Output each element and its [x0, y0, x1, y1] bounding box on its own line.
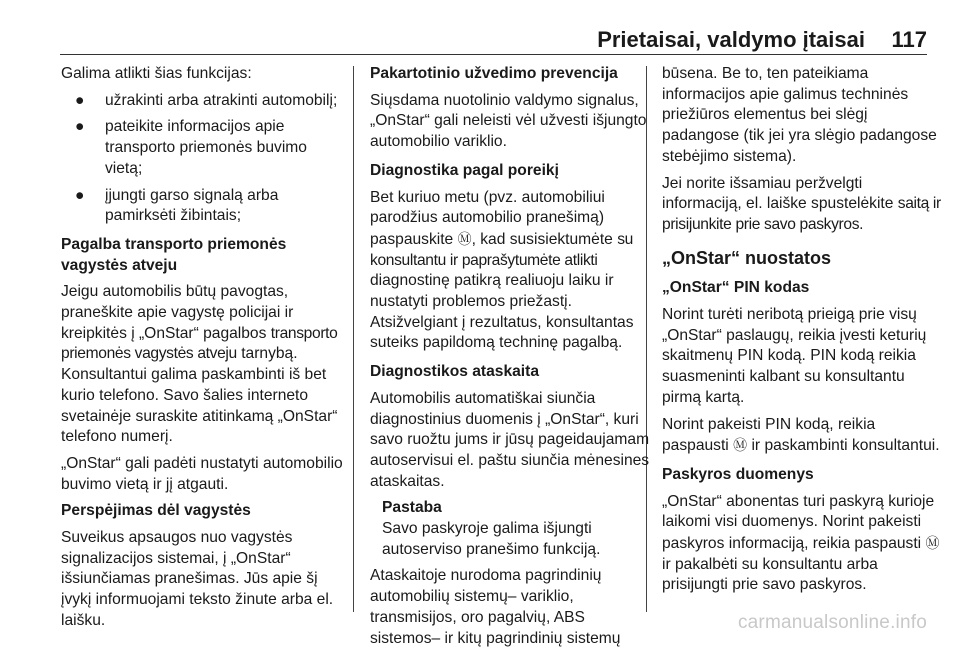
onstar-button-icon: Ⓜ	[457, 230, 472, 247]
column-divider-1	[353, 66, 354, 612]
account-text: „OnStar“ abonentas turi paskyrą kurioje laikomi visi duomenys. Norint pakeisti paskyros informaciją, reikia paspausti Ⓜ ir pakalbėti su konsultantu arba prisijungti prie savo paskyros.	[662, 492, 940, 594]
bullet-icon: ●	[75, 91, 85, 109]
functions-list	[61, 91, 343, 227]
onstar-button-icon: Ⓜ	[925, 535, 940, 552]
onstar-settings-heading: „OnStar“ nuostatos	[662, 247, 832, 268]
theft-assistance-text: Jeigu automobilis būtų pavogtas, praneškite apie vagystę policijai ir kreipkitės į „OnStar“ pagalbos transporto priemonės vagystės atveju tarnybą. Konsultantui galima paskambinti iš bet kurio telefono. Savo šalies interneto svetainėje suraskite atitinkamą „OnStar“ telefono numerį.	[61, 283, 338, 446]
report-heading: Diagnostikos ataskaita	[370, 363, 539, 381]
note-title: Pastaba	[382, 499, 442, 517]
pin-change-text: Norint pakeisti PIN kodą, reikia paspausti Ⓜ ir paskambinti konsultantui.	[662, 415, 940, 455]
report-text: Automobilis automatiškai siunčia diagnostinius duomenis į „OnStar“, kuri savo ruožtu jums ir jūsų pageidaujamam autoservisui el. paštu siunčia mėnesines ataskaitas.	[370, 389, 650, 490]
page-header	[60, 0, 927, 55]
restart-prevention-text: Siųsdama nuotolinio valdymo signalus, „OnStar“ gali neleisti vėl užvesti išjungto automobilio variklio.	[370, 91, 647, 151]
report-contents-continued: būsena. Be to, ten pateikiama informacijos apie galimus techninės priežiūros elementus bei slėgį padangose (tik jei yra slėgio padangose stebėjimo sistema).	[662, 65, 937, 165]
page-number: 117	[891, 27, 927, 52]
list-item: ● įjungti garso signalą arba pamirksėti žibintais;	[75, 186, 279, 225]
column-2	[370, 64, 652, 655]
bullet-icon: ●	[75, 118, 85, 136]
theft-alarm-text: Suveikus apsaugos nuo vagystės signalizacijos sistemai, į „OnStar“ išsiunčiamas pranešimas. Jūs apie šį įvykį informuojami teksto žinute arba el. laišku.	[61, 529, 334, 629]
page-title: Prietaisai, valdymo įtaisai	[597, 27, 865, 52]
report-link-text: Jei norite išsamiau peržvelgti informaciją, el. laiške spustelėkite saitą ir prisijunkite prie savo paskyros.	[662, 174, 941, 233]
account-heading: Paskyros duomenys	[662, 465, 814, 483]
column-1	[61, 64, 343, 638]
report-contents-text: Ataskaitoje nurodoma pagrindinių automobilių sistemų– variklio, transmisijos, oro pagalvių, ABS sistemos– ir kitų pagrindinių sistemų	[370, 567, 621, 647]
watermark: carmanualsonline.info	[737, 612, 927, 633]
header-rule	[60, 54, 927, 55]
onstar-button-icon: Ⓜ	[733, 437, 748, 454]
list-item: ● užrakinti arba atrakinti automobilį;	[61, 91, 343, 112]
functions-intro: Galima atlikti šias funkcijas:	[61, 65, 252, 82]
restart-prevention-heading: Pakartotinio užvedimo prevencija	[370, 65, 618, 82]
diagnostics-text: Bet kuriuo metu (pvz. automobiliui parodžius automobilio pranešimą) paspauskite Ⓜ, kad susisiektumėte su konsultantu ir paprašytumėte atlikti diagnostinę patikrą realiuoju laiku ir nustatyti problemos priežastį. Atsižvelgiant į rezultatus, konsultantas suteiks papildomą techninę pagalbą.	[370, 188, 634, 352]
column-3	[662, 64, 944, 602]
diagnostics-heading: Diagnostika pagal poreikį	[370, 161, 559, 179]
bullet-icon: ●	[75, 186, 85, 204]
pin-heading: „OnStar“ PIN kodas	[662, 279, 810, 297]
theft-location-text: „OnStar“ gali padėti nustatyti automobilio buvimo vietą ir jį atgauti.	[61, 454, 343, 493]
theft-alarm-heading: Perspėjimas dėl vagystės	[61, 502, 251, 520]
list-item: ● pateikite informacijos apie transporto priemonės buvimo vietą;	[75, 118, 307, 177]
note-box	[370, 498, 652, 560]
theft-assistance-heading: Pagalba transporto priemonės vagystės atveju	[61, 235, 287, 274]
pin-text: Norint turėti neribotą prieigą prie visų „OnStar“ paslaugų, reikia įvesti keturių skaitmenų PIN kodą. PIN kodą reikia suasmeninti kalbant su konsultantu pirmą kartą.	[662, 306, 927, 406]
note-text: Savo paskyroje galima išjungti autoserviso pranešimo funkciją.	[382, 520, 601, 558]
